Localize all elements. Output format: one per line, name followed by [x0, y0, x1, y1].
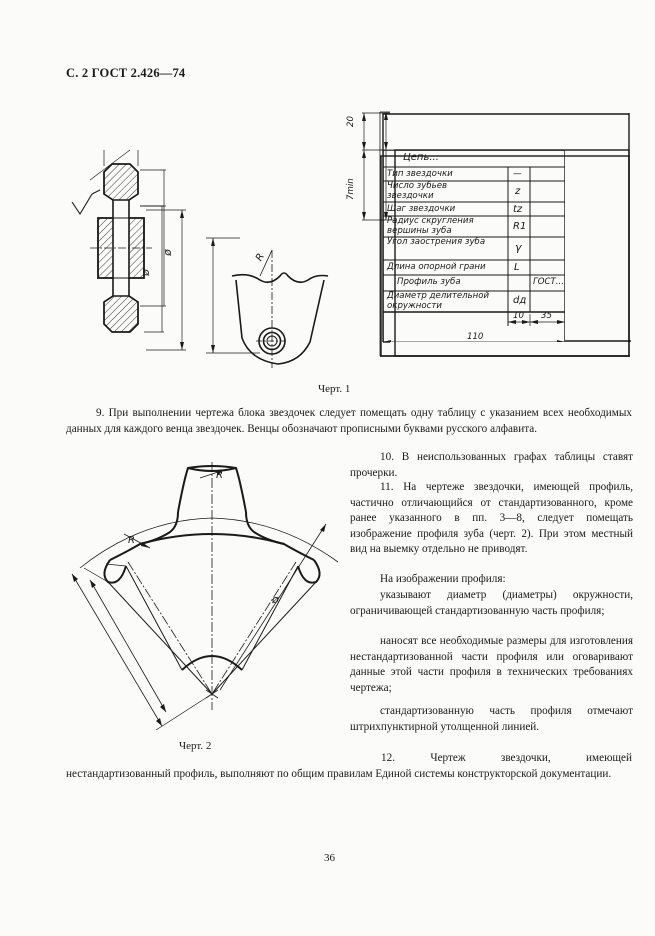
sprocket-diameter-label-2: ø [160, 249, 174, 256]
table-row-label: Число зубьев звездочки [387, 181, 448, 201]
table-row-symbol: dд [513, 295, 527, 306]
table-dim-top: 20 [346, 116, 356, 127]
table-row-symbol: γ [515, 241, 522, 254]
profile-diameter-label: ø [272, 593, 279, 606]
page-header: С. 2 ГОСТ 2.426—74 [66, 66, 186, 80]
paragraph-9: 9. При выполнении чертежа блока звездочек следует помещать одну таблицу с указанием всех необходимых данных для каждого венца звездочек. Венцы обозначают прописными буквами русского алфавита. [66, 407, 632, 435]
table-row-label: Угол заострения зуба [387, 237, 486, 247]
table-row-symbol: R1 [513, 221, 527, 232]
paragraph-11-item-3: стандартизованную часть профиля отмечают штрихпунктирной утолщенной линией. [350, 705, 633, 733]
table-row-symbol: ГОСТ... [533, 277, 564, 287]
figure-2-drawing [70, 462, 342, 730]
tooth-local-view [206, 238, 328, 368]
table-row-label: Диаметр делительной окружности [387, 291, 490, 311]
paragraph-11-item-1: указывают диаметр (диаметры) окружности, ограничивающей стандартизованную часть профиля; [350, 589, 633, 617]
table-right-border [565, 113, 631, 343]
profile-radius-left-label: R [128, 535, 135, 546]
profile-radius-top-label: R [216, 470, 223, 481]
table-row-label: Шаг звездочки [387, 204, 456, 214]
table-row-symbol: tz [513, 204, 523, 215]
table-grid [383, 150, 565, 340]
paragraph-11: 11. На чертеже звездочки, имеющей профиль, частично отличающийся от стандартизованного, кроме ранее указанного в пп. 3—8, следует помещать изображение профиля зуба (черт. 2). При этом местный вид на выемку отдельно не приводят. [350, 481, 633, 556]
figure-1-caption: Черт. 1 [318, 383, 351, 395]
table-dimension-lines [350, 110, 390, 350]
page-number: 36 [324, 852, 335, 864]
tooth-radius-label: R [253, 251, 267, 264]
paragraph-10: 10. В неиспользованных графах таблицы ставят прочерки. [350, 451, 633, 479]
table-title: Цепь... [403, 152, 439, 163]
paragraph-11-intro: На изображении профиля: [380, 573, 506, 585]
paragraph-12: 12. Чертеж звездочки, имеющей нестандартизованный профиль, выполняют по общим правилам Единой системы конструкторской документации. [66, 752, 632, 780]
table-row-symbol: L [514, 262, 520, 273]
table-dim-col2: 10 [513, 311, 524, 321]
table-dim-total: 110 [467, 332, 484, 342]
paragraph-11-item-2: наносят все необходимые размеры для изготовления нестандартизованной части профиля или оговаривают данные этой части профиля в технических требованиях чертежа; [350, 635, 633, 694]
table-row-symbol: z [515, 186, 521, 197]
figure-2-caption: Черт. 2 [179, 740, 212, 752]
table-row-label: Длина опорной грани [387, 262, 486, 272]
table-row-label: Тип звездочки [387, 169, 453, 179]
table-row-label: Профиль зуба [397, 277, 461, 287]
table-row-symbol: — [513, 169, 522, 179]
sprocket-diameter-label: ø [138, 269, 152, 276]
table-dim-left: 7min [346, 178, 356, 200]
table-dim-col3: 35 [541, 311, 552, 321]
table-row-label: Радиус скругления вершины зуба [387, 216, 474, 236]
